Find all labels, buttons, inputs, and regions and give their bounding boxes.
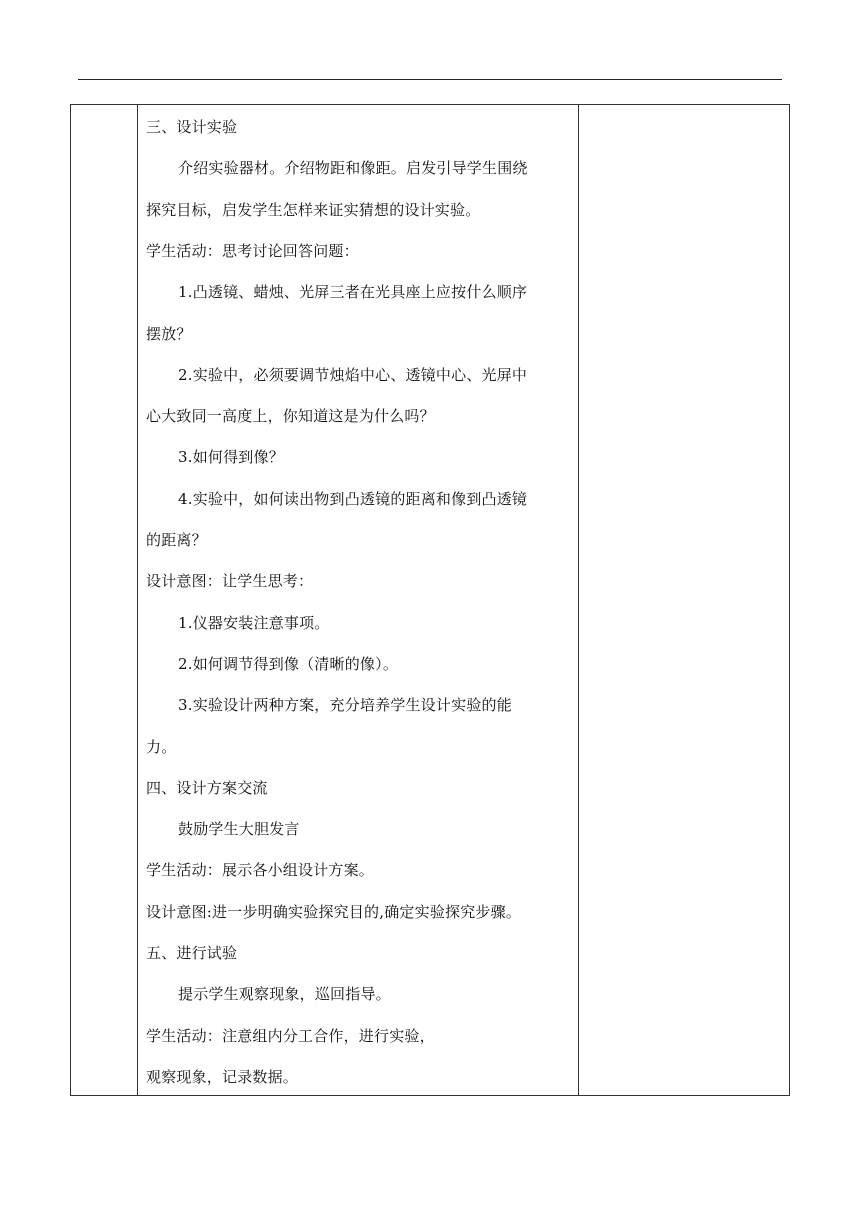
content-line: 2.如何调节得到像（清晰的像）。 [178, 654, 399, 673]
content-line: 四、设计方案交流 [146, 778, 268, 797]
content-line: 鼓励学生大胆发言 [178, 820, 300, 839]
content-line: 4.实验中，如何读出物到凸透镜的距离和像到凸透镜 [178, 489, 528, 508]
header-rule [78, 79, 782, 80]
content-line: 1.仪器安装注意事项。 [178, 613, 330, 632]
content-line: 探究目标，启发学生怎样来证实猜想的设计实验。 [146, 200, 481, 219]
content-line: 力。 [146, 737, 177, 756]
content-line: 心大致同一高度上，你知道这是为什么吗？ [146, 407, 435, 426]
content-line: 学生活动：思考讨论回答问题： [146, 241, 359, 260]
content-line: 学生活动：展示各小组设计方案。 [146, 861, 375, 880]
content-line: 摆放？ [146, 324, 192, 343]
content-line: 三、设计实验 [146, 118, 238, 136]
content-line: 设计意图：让学生思考： [146, 572, 314, 591]
content-line: 学生活动：注意组内分工合作，进行实验， [146, 1026, 435, 1045]
content-line: 介绍实验器材。介绍物距和像距。启发引导学生围绕 [178, 159, 528, 178]
content-line: 1.凸透镜、蜡烛、光屏三者在光具座上应按什么顺序 [178, 283, 528, 302]
content-line: 观察现象，记录数据。 [146, 1067, 299, 1086]
notes-column-cell [579, 105, 790, 1095]
lesson-table [70, 104, 790, 1096]
content-line: 3.实验设计两种方案，充分培养学生设计实验的能 [178, 696, 512, 715]
content-line: 提示学生观察现象，巡回指导。 [178, 985, 391, 1004]
content-column-cell [138, 105, 579, 1095]
left-column-cell [71, 105, 138, 1095]
content-line: 的距离？ [146, 531, 207, 549]
content-line: 3.如何得到像？ [178, 448, 284, 467]
content-line: 2.实验中，必须要调节烛焰中心、透镜中心、光屏中 [178, 365, 528, 384]
content-line: 五、进行试验 [146, 944, 238, 962]
content-line: 设计意图:进一步明确实验探究目的,确定实验探究步骤。 [146, 902, 522, 921]
